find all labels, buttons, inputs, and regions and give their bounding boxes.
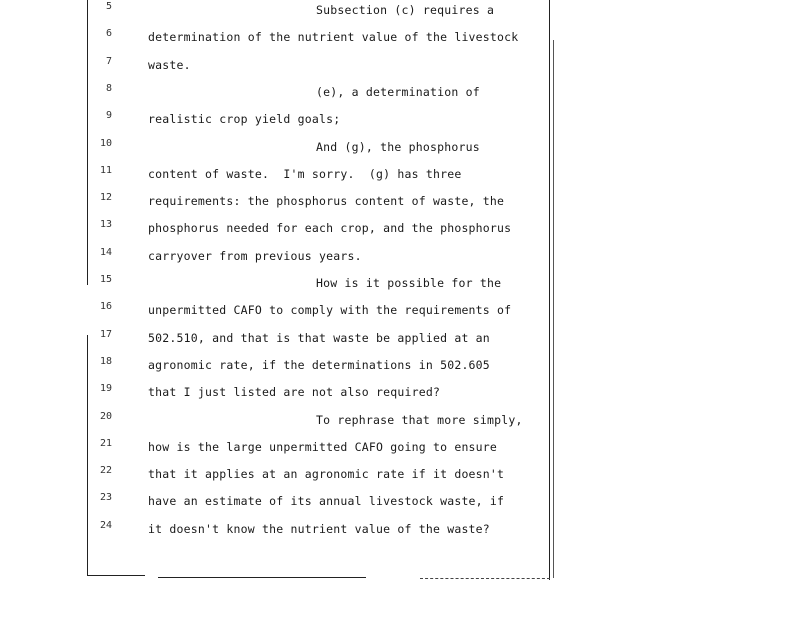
- line-number: 5: [105, 1, 112, 12]
- transcript-line: [0, 56, 800, 76]
- line-number: 6: [105, 28, 112, 40]
- line-number: 9: [105, 110, 112, 122]
- line-text: that I just listed are not also required?: [148, 385, 441, 400]
- line-text: To rephrase that more simply,: [316, 412, 523, 427]
- transcript-line: [0, 83, 800, 103]
- line-number: 22: [99, 465, 112, 477]
- line-text: phosphorus needed for each crop, and the phosphorus: [148, 221, 512, 236]
- transcript-line: [0, 247, 800, 267]
- line-text: content of waste. I'm sorry. (g) has three: [148, 166, 462, 181]
- line-number: 8: [105, 82, 112, 94]
- transcript-line: [0, 520, 800, 540]
- line-text: determination of the nutrient value of the livestock: [148, 30, 519, 45]
- transcript-line: [0, 301, 800, 321]
- transcript-line: [0, 219, 800, 239]
- line-number: 11: [99, 164, 112, 176]
- line-text: realistic crop yield goals;: [148, 112, 341, 127]
- line-number: 20: [99, 410, 112, 422]
- line-number: 17: [99, 328, 112, 340]
- line-number: 24: [99, 519, 112, 531]
- line-text: that it applies at an agronomic rate if it doesn't: [148, 467, 505, 482]
- transcript-line: [0, 110, 800, 130]
- transcript-line: [0, 192, 800, 212]
- line-number: 7: [105, 55, 112, 67]
- bottom-rule-right: [420, 578, 550, 579]
- line-number: 16: [99, 301, 112, 313]
- transcript-line: [0, 138, 800, 158]
- line-text: how is the large unpermitted CAFO going to ensure: [148, 439, 498, 454]
- transcript-line: [0, 383, 800, 403]
- line-text: requirements: the phosphorus content of waste, the: [148, 194, 505, 209]
- transcript-line: [0, 28, 800, 48]
- line-text: waste.: [148, 57, 191, 72]
- line-text: And (g), the phosphorus: [316, 139, 480, 154]
- line-text: agronomic rate, if the determinations in 502.605: [148, 357, 490, 372]
- transcript-line: [0, 465, 800, 485]
- line-number: 14: [99, 246, 112, 258]
- line-number: 13: [99, 219, 112, 231]
- transcript-line: [0, 492, 800, 512]
- line-number: 15: [99, 274, 112, 285]
- line-text: How is it possible for the: [316, 276, 502, 290]
- transcript-line: [0, 411, 800, 431]
- line-number: 23: [99, 492, 112, 504]
- transcript-line: [0, 274, 800, 294]
- line-number: 19: [99, 383, 112, 395]
- line-text: (e), a determination of: [316, 84, 480, 99]
- bottom-rule-middle: [158, 577, 366, 578]
- transcript-line: [0, 1, 800, 21]
- line-number: 12: [99, 192, 112, 204]
- line-number: 21: [99, 437, 112, 449]
- transcript-line: [0, 165, 800, 185]
- line-text: carryover from previous years.: [148, 248, 362, 263]
- bottom-rule-left: [87, 575, 145, 576]
- transcript-line: [0, 356, 800, 376]
- line-text: Subsection (c) requires a: [316, 3, 495, 17]
- transcript-line: [0, 329, 800, 349]
- line-text: 502.510, and that is that waste be applied at an: [148, 330, 490, 345]
- line-number: 18: [99, 355, 112, 367]
- line-text: have an estimate of its annual livestock waste, if: [148, 494, 505, 509]
- line-text: it doesn't know the nutrient value of the waste?: [148, 521, 490, 536]
- line-text: unpermitted CAFO to comply with the requirements of: [148, 303, 512, 318]
- transcript-line: [0, 438, 800, 458]
- line-number: 10: [99, 137, 112, 149]
